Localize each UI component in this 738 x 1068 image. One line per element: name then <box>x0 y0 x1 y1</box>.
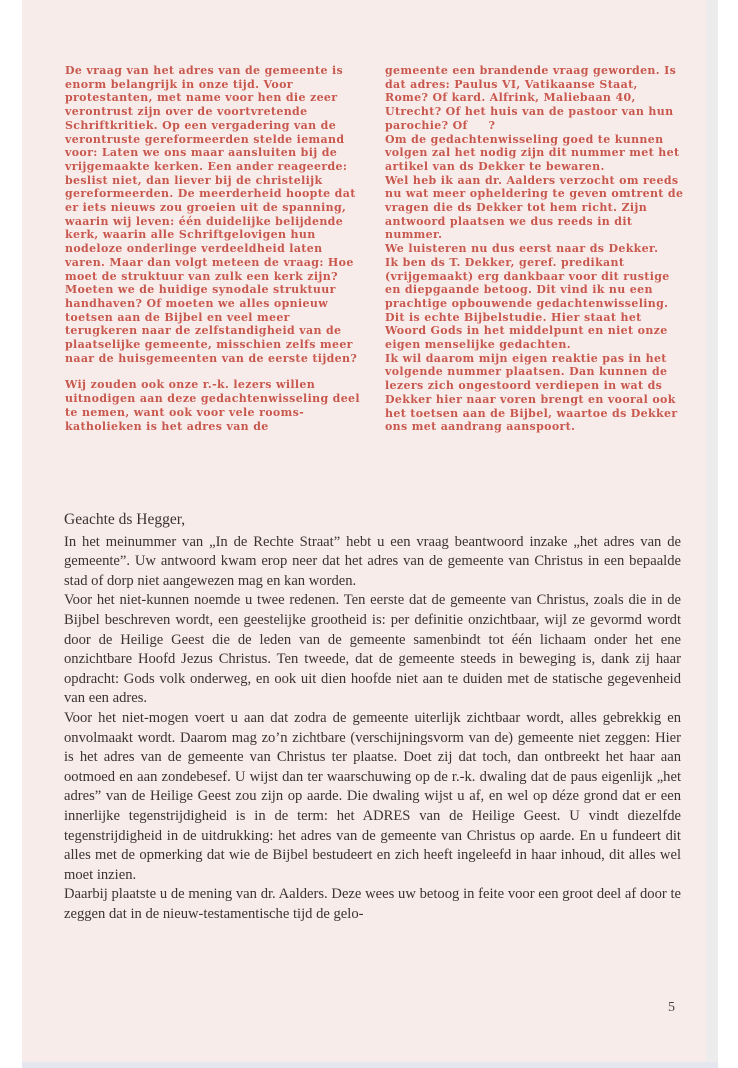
page-edge <box>706 0 718 1068</box>
page-number: 5 <box>668 1000 675 1015</box>
page-bottom-edge <box>22 1062 718 1068</box>
editorial-introduction <box>65 64 685 434</box>
letter-paragraph: Voor het niet-mogen voert u aan dat zodra de gemeente uiterlijk zichtbaar wordt, alles gebrekkig en onvolmaakt wordt. Daarom mag zo’n zichtbare (verschijningsvorm van de) gemeente niet zeggen: Hier is het adres van de gemeente van Christus ter plaatse. Doet zij dat toch, dan ontbreekt het haar aan ootmoed en aan zondebesef. U wijst dan ter waarschuwing op de r.-k. dwaling dat de paus eigenlijk „het adres” van de Heilige Geest zou zijn op aarde. Die dwaling wijst u af, en wel op déze grond dat er een innerlijke tegenstrijdigheid is in de term: het ADRES van de Heilige Geest. U vindt diezelfde tegenstrijdigheid in de uitdrukking: het adres van de gemeente van Christus op aarde. En u fundeert dit alles met de opmerking dat wie de Bijbel bestudeert en zich heeft ingeleefd in haar inhoud, dit alles wel moet inzien. <box>64 709 681 883</box>
intro-right-column <box>385 64 685 434</box>
intro-paragraph: Wij zouden ook onze r.-k. lezers willen uitnodigen aan deze gedachtenwisseling deel te nemen, want ook voor vele rooms-katholieken is het adres van de <box>65 378 360 433</box>
intro-paragraph: Ik ben ds T. Dekker, geref. predikant (vrijgemaakt) erg dankbaar voor dit rustige en diepgaande betoog. Dit vind ik nu een prachtige opbouwende gedachtenwisseling. Dit is echte Bijbelstudie. Hier staat het Woord Gods in het middelpunt en niet onze eigen menselijke gedachten. <box>385 255 670 352</box>
intro-left-column <box>65 64 360 434</box>
letter-salutation: Geachte ds Hegger, <box>64 511 186 528</box>
intro-paragraph: Om de gedachtenwisseling goed te kunnen volgen zal het nodig zijn dit nummer met het artikel van ds Dekker te bewaren. <box>385 132 680 173</box>
letter-body <box>64 510 681 924</box>
intro-paragraph: gemeente een brandende vraag geworden. Is dat adres: Paulus VI, Vatikaanse Staat, Rome? Of kard. Alfrink, Maliebaan 40, Utrecht? Of het huis van de pastoor van hun parochie? Of ? <box>385 64 681 132</box>
letter-paragraph: Daarbij plaatste u de mening van dr. Aalders. Deze wees uw betoog in feite voor een groot deel af door te zeggen dat in de nieuw-testamentische tijd de gelo- <box>64 886 681 922</box>
intro-paragraph: De vraag van het adres van de gemeente is enorm belangrijk in onze tijd. Voor protestanten, met name voor hen die zeer verontrust zijn over de voortvretende Schriftkritiek. Op een vergadering van de verontruste gereformeerden stelde iemand voor: Laten we ons maar aansluiten bij de vrijgemaakte kerken. Een ander reageerde: beslist niet, dan liever bij de christelijk gereformeerden. De meerderheid hoopte dat er iets nieuws zou groeien uit de spanning, waarin wij leven: één duidelijke belijdende kerk, waarin alle Schriftgelovigen hun nodeloze onderlinge verdeeldheid laten varen. Maar dan volgt meteen de vraag: Hoe moet de struktuur van zulk een kerk zijn? Moeten we de huidige synodale struktuur handhaven? Of moeten we alles opnieuw toetsen aan de Bijbel en veel meer terugkeren naar de zelfstandigheid van de plaatselijke gemeente, misschien zelfs meer naar de huisgemeenten van de eerste tijden? <box>65 64 358 365</box>
letter-paragraph: In het meinummer van „In de Rechte Straat” hebt u een vraag beantwoord inzake „het adres van de gemeente”. Uw antwoord kwam erop neer dat het adres van de gemeente van Christus in een bepaalde stad of dorp niet aangewezen mag en kan worden. <box>64 533 681 589</box>
intro-paragraph: Ik wil daarom mijn eigen reaktie pas in het volgende nummer plaatsen. Dan kunnen de lezers zich ongestoord verdiepen in wat ds Dekker hier naar voren brengt en vooral ook het toetsen aan de Bijbel, waartoe ds Dekker ons met aandrang aanspoort. <box>385 351 678 434</box>
intro-paragraph: We luisteren nu dus eerst naar ds Dekker. <box>385 242 659 256</box>
intro-paragraph: Wel heb ik aan dr. Aalders verzocht om reeds nu wat meer opheldering te geven omtrent de vragen die ds Dekker tot hem richt. Zijn antwoord plaatsen we dus reeds in dit nummer. <box>385 173 684 242</box>
letter-paragraph: Voor het niet-kunnen noemde u twee redenen. Ten eerste dat de gemeente van Christus, zoals die in de Bijbel beschreven wordt, een geestelijke grootheid is: per definitie onzichtbaar, wijl ze gevormd wordt door de Heilige Geest die de leden van de gemeente samenbindt tot één lichaam onder het ene onzichtbare Hoofd Jezus Christus. Ten tweede, dat de gemeente steeds in beweging is, dank zij haar opdracht: Gods volk onderweg, en ook uit dien hoofde niet aan te duiden met de statische gegevenheid van een adres. <box>64 592 681 707</box>
